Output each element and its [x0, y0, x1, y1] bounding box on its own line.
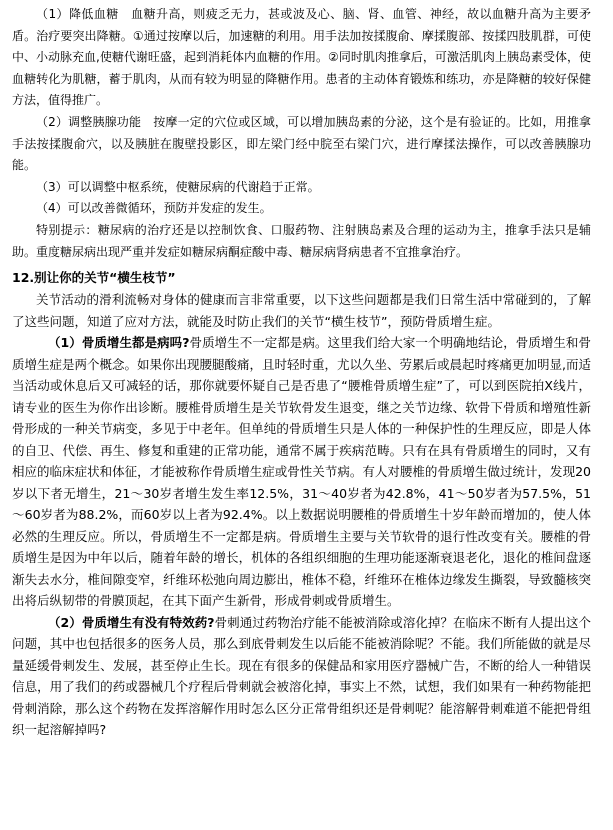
paragraph-central-system: （3）可以调整中枢系统，使糖尿病的代谢趋于正常。 — [36, 179, 320, 194]
question-title-q1: （1）骨质增生都是病吗? — [48, 335, 190, 351]
paragraph-q1 — [12, 332, 591, 612]
answer-body-q1: 骨质增生不一定都是病。这里我们给大家一个明确地结论，骨质增生和骨质增生症是两个概念。如果你出现腰腿酸痛，且时轻时重，尤以久坐、劳累后或晨起时疼痛更加明显,而适当活动或休息后又可减轻的话，那你就要怀疑自己是否患了“腰椎骨质增生症”了，可以到医院拍X线片，请专业的医生为你作出诊断。腰椎骨质增生是关节软骨发生退变，继之关节边缘、软骨下骨质和增殖性新骨形成的一种关节病变，多见于中老年。但单纯的骨质增生只是人体的一种保护性的生理反应，即是人体的自卫、代偿、再生、修复和重建的正常功能，通常不属于疾病范畴。只有在具有骨质增生的同时，又有相应的临床症状和体征，才能被称作骨质增生症或骨性关节病。有人对腰椎的骨质增生做过统计，发现20岁以下者无增生，21～30岁者增生发生率12.5%，31～40岁者为42.8%，41～50岁者为57.5%，51～60岁者为88.2%，而60岁以上者为92.4%。以上数据说明腰椎的骨质增生十岁年龄而增加的，使人体必然的生理反应。所以，骨质增生不一定都是病。骨质增生主要与关节软骨的退行性改变有关。腰椎的骨质增生是因为中年以后，随着年龄的增长，机体的各组织细胞的生理功能逐渐衰退老化，退化的椎间盘逐渐失去水分，椎间隙变窄，纤维环松弛向周边膨出，椎体不稳，纤维环在椎体边缘发生撕裂，导致髓核突出将后纵韧带的骨膜顶起，在其下面产生新骨，形成骨刺或骨质增生。 — [12, 335, 591, 609]
paragraph-pancreas-function: （2）调整胰腺功能 按摩一定的穴位或区域，可以增加胰岛素的分泌，这个是有验证的。比如，用推拿手法按揉腹俞穴，以及胰脏在腹壁投影区，即左梁门经中脘至右梁门穴，进行摩揉法操作，可以改善胰腺功能。 — [12, 114, 591, 173]
paragraph-q2 — [12, 612, 591, 741]
section-heading-joints: 12.别让你的关节“横生枝节” — [12, 270, 176, 286]
question-title-q2: （2）骨质增生有没有特效药? — [48, 614, 215, 630]
paragraph-microcirculation: （4）可以改善微循环，预防并发症的发生。 — [36, 201, 272, 216]
answer-body-q2: 骨刺通过药物治疗能不能被消除或溶化掉？在临床不断有人提出这个问题，其中也包括很多的医务人员，那么到底骨刺发生以后能不能被消除呢？不能。我们所能做的就是尽量延缓骨刺发生、发展，甚至停止生长。现在有很多的保健品和家用医疗器械广告，不断的给人一种错误信息，用了我们的药或器械几个疗程后骨刺就会被溶化掉，事实上不然，试想，我们如果有一种药物能把骨刺消除，那么这个药物在发挥溶解作用时怎么区分正常骨组织还是骨刺呢？能溶解骨刺难道不能把骨组织一起溶解掉吗? — [12, 614, 591, 738]
paragraph-special-tip: 特别提示：糖尿病的治疗还是以控制饮食、口服药物、注射胰岛素及合理的运动为主，推拿手法只是辅助。重度糖尿病出现严重并发症如糖尿病酮症酸中毒、糖尿病肾病患者不宜推拿治疗。 — [12, 222, 591, 259]
paragraph-lower-blood-sugar: （1）降低血糖 血糖升高，则疲乏无力，甚或波及心、脑、肾、血管、神经，故以血糖升高为主要矛盾。治疗要突出降糖。①通过按摩以后，加速糖的利用。用手法加按揉腹俞、摩揉腹部、按揉四肢肌群，可使中、小动脉充血,使糖代谢旺盛，起到消耗体内血糖的作用。②同时肌肉推拿后，可激活肌肉上胰岛素受体，使血糖转化为肌糖，蓄于肌肉，从而有较为明显的降糖作用。患者的主动体育锻炼和练功，亦是降糖的较好保健方法，值得推广。 — [12, 7, 591, 108]
paragraph-joints-intro: 关节活动的滑利流畅对身体的健康而言非常重要，以下这些问题都是我们日常生活中常碰到的，了解了这些问题，知道了应对方法，就能及时防止我们的关节“横生枝节”，预防骨质增生症。 — [12, 292, 591, 329]
